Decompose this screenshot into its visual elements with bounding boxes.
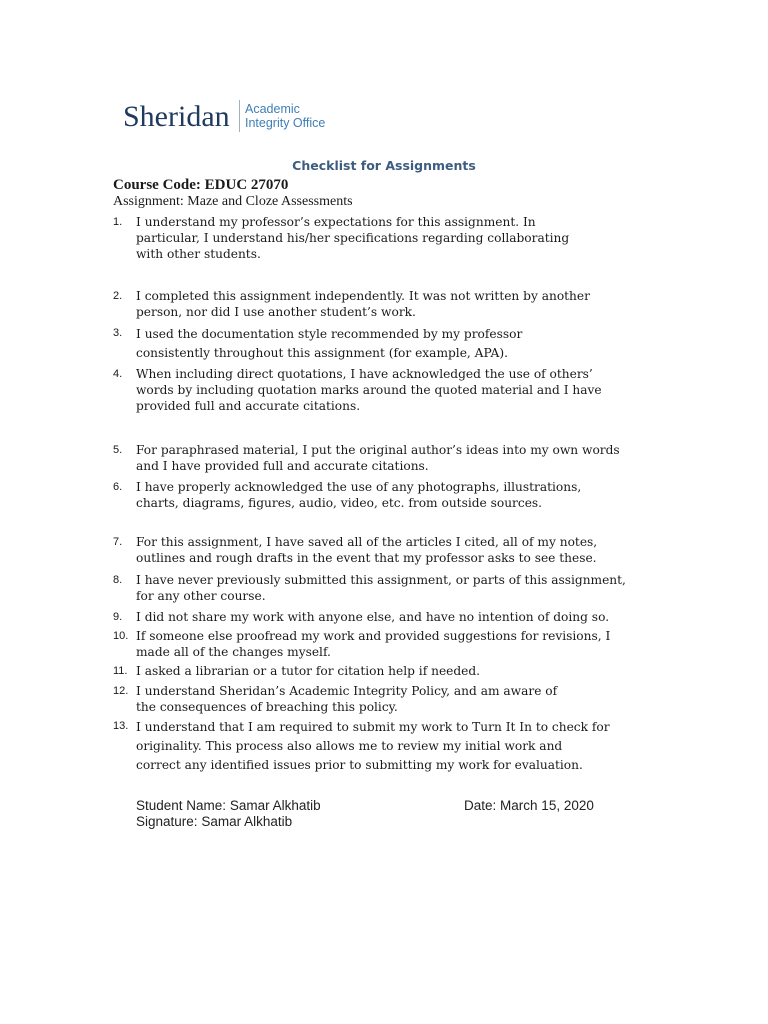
logo-subtitle — [245, 102, 325, 130]
checklist-item-line: for any other course. — [136, 589, 266, 603]
signature-label: Signature: — [136, 814, 198, 829]
checklist-item-number: 1. — [113, 216, 123, 228]
checklist-item-line: I completed this assignment independently. It was not written by another — [136, 289, 590, 303]
logo-subtitle-line1: Academic — [245, 102, 300, 116]
course-code-value: EDUC 27070 — [204, 177, 289, 193]
checklist-item-number: 9. — [113, 611, 123, 623]
checklist-item-text — [136, 479, 661, 511]
logo-subtitle-line2: Integrity Office — [245, 116, 326, 130]
checklist-item-number: 8. — [113, 574, 123, 586]
checklist-item-number: 11. — [113, 665, 128, 677]
checklist-item-line: For this assignment, I have saved all of the articles I cited, all of my notes, — [136, 535, 598, 549]
checklist-item-line: correct any identified issues prior to submitting my work for evaluation. — [136, 758, 583, 772]
checklist-item-line: provided full and accurate citations. — [136, 399, 361, 413]
signature-line — [136, 814, 292, 829]
checklist-item-text — [136, 609, 661, 625]
checklist-item-number: 12. — [113, 685, 129, 697]
checklist-item-number: 10. — [113, 630, 129, 642]
course-code — [113, 177, 288, 194]
checklist-item-text — [136, 288, 661, 320]
checklist-item-line: For paraphrased material, I put the original author’s ideas into my own words — [136, 443, 620, 457]
checklist-item-text — [136, 683, 661, 715]
checklist-item-number: 13. — [113, 720, 129, 732]
checklist-item-number: 3. — [113, 327, 123, 339]
checklist-item-line: the consequences of breaching this policy. — [136, 700, 398, 714]
checklist-item-text — [136, 534, 661, 566]
date-value: March 15, 2020 — [500, 798, 594, 813]
checklist-item-line: particular, I understand his/her specifications regarding collaborating — [136, 231, 570, 245]
checklist-item-line: originality. This process also allows me to review my initial work and — [136, 739, 563, 753]
checklist-item-line: consistently throughout this assignment (for example, APA). — [136, 346, 508, 360]
assignment-name: Maze and Cloze Assessments — [187, 194, 353, 209]
checklist-item-number: 7. — [113, 536, 123, 548]
checklist-item-number: 5. — [113, 444, 123, 456]
checklist-item-line: I understand my professor’s expectations for this assignment. In — [136, 215, 536, 229]
student-name-label: Student Name: — [136, 798, 227, 813]
date-line — [464, 798, 594, 813]
checklist-item-text — [136, 572, 661, 604]
checklist-item-line: charts, diagrams, figures, audio, video, etc. from outside sources. — [136, 496, 543, 510]
course-code-label: Course Code: — [113, 177, 201, 193]
checklist-item-line: I have never previously submitted this assignment, or parts of this assignment, — [136, 573, 626, 587]
checklist-item-text — [136, 718, 661, 775]
checklist-item-line: words by including quotation marks around the quoted material and I have — [136, 383, 602, 397]
checklist-item-text — [136, 442, 661, 474]
checklist-item-line: with other students. — [136, 247, 261, 261]
checklist-item-text — [136, 366, 661, 414]
checklist-item-number: 4. — [113, 368, 123, 380]
checklist-item-text — [136, 628, 661, 660]
checklist-item-line: I understand Sheridan’s Academic Integrity Policy, and am aware of — [136, 684, 558, 698]
checklist-item-line: outlines and rough drafts in the event that my professor asks to see these. — [136, 551, 597, 565]
checklist-item-line: When including direct quotations, I have acknowledged the use of others’ — [136, 367, 593, 381]
student-name-value: Samar Alkhatib — [229, 798, 321, 813]
signature-value: Samar Alkhatib — [201, 814, 293, 829]
document-title: Checklist for Assignments — [292, 158, 476, 173]
checklist-item-text — [136, 214, 661, 262]
checklist-item-line: I understand that I am required to submit my work to Turn It In to check for — [136, 720, 610, 734]
checklist-item-line: made all of the changes myself. — [136, 645, 331, 659]
checklist-item-line: If someone else proofread my work and provided suggestions for revisions, I — [136, 629, 611, 643]
logo-wordmark: Sheridan — [123, 100, 230, 133]
assignment-line — [113, 194, 353, 210]
logo-divider — [239, 100, 240, 132]
student-name-line — [136, 798, 321, 813]
checklist-item-line: I asked a librarian or a tutor for citation help if needed. — [136, 664, 481, 678]
checklist-item-line: person, nor did I use another student’s work. — [136, 305, 416, 319]
checklist-item-line: I used the documentation style recommended by my professor — [136, 327, 523, 341]
checklist-item-line: and I have provided full and accurate citations. — [136, 459, 429, 473]
checklist-item-line: I did not share my work with anyone else, and have no intention of doing so. — [136, 610, 610, 624]
checklist-item-number: 2. — [113, 290, 123, 302]
checklist-item-line: I have properly acknowledged the use of any photographs, illustrations, — [136, 480, 582, 494]
checklist-item-text — [136, 663, 661, 679]
date-label: Date: — [464, 798, 497, 813]
assignment-label: Assignment: — [113, 194, 184, 209]
checklist-item-text — [136, 325, 661, 363]
checklist-item-number: 6. — [113, 481, 123, 493]
